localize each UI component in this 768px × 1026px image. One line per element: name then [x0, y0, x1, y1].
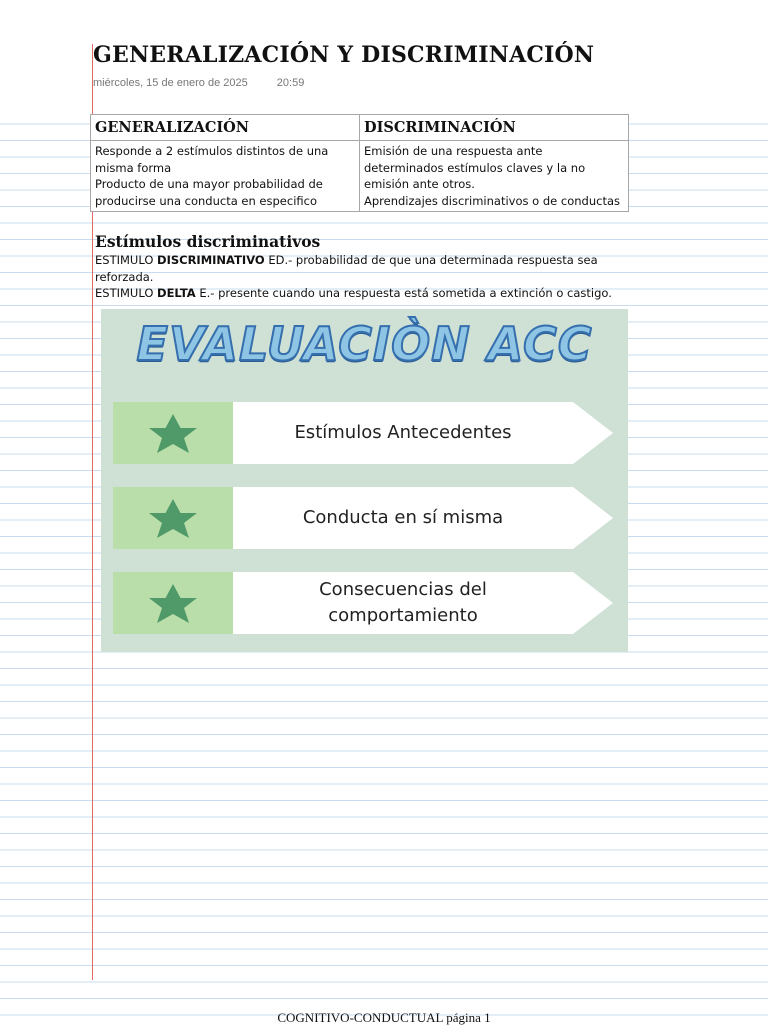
table-cell-discriminacion[interactable] [360, 141, 629, 212]
evaluacion-acc-infographic [101, 309, 628, 652]
banner-text: Consecuencias del comportamiento [319, 579, 487, 626]
page-date: miércoles, 15 de enero de 2025 [93, 77, 248, 89]
line-bold-term: DISCRIMINATIVO [157, 253, 265, 267]
cell-line: Producto de una mayor probabilidad de producirse una conducta en especifico [95, 177, 323, 208]
stimuli-section[interactable] [95, 232, 615, 302]
stimulus-discriminativo-line [95, 252, 615, 285]
cell-line: Emisión de una respuesta ante determinados estímulos claves y la no emisión ante otros. [364, 144, 586, 191]
line-definition: E.- presente cuando una respuesta está sometida a extinción o castigo. [195, 286, 612, 300]
star-box [113, 572, 233, 634]
star-icon [141, 411, 205, 455]
table-header-discriminacion[interactable]: DISCRIMINACIÓN [360, 115, 629, 141]
infographic-title: EVALUACIÒN ACC [136, 317, 593, 371]
star-icon [141, 496, 205, 540]
page-time: 20:59 [276, 77, 305, 89]
star-box [113, 487, 233, 549]
page-footer: COGNITIVO-CONDUCTUAL página 1 [277, 1010, 491, 1025]
line-prefix: ESTIMULO [95, 286, 158, 300]
page-title[interactable]: GENERALIZACIÓN Y DISCRIMINACIÓN [93, 42, 595, 68]
infographic-item [113, 572, 613, 634]
line-prefix: ESTIMULO [95, 253, 158, 267]
cell-line: Aprendizajes discriminativos o de conductas [364, 193, 620, 208]
comparison-table[interactable] [90, 114, 629, 212]
infographic-item [113, 487, 613, 549]
cell-line: Responde a 2 estímulos distintos de una misma forma [95, 144, 329, 175]
table-cell-generalizacion[interactable] [91, 141, 360, 212]
banner-text: Conducta en sí misma [302, 507, 504, 528]
table-header-generalizacion[interactable]: GENERALIZACIÓN [91, 115, 360, 141]
line-definition: ED.- probabilidad de que una determinada respuesta sea reforzada. [95, 253, 598, 284]
page-meta [93, 77, 304, 89]
star-box [113, 402, 233, 464]
table-row [91, 141, 629, 212]
section-heading: Estímulos discriminativos [95, 232, 321, 251]
infographic-item [113, 402, 613, 464]
banner-text: Estímulos Antecedentes [294, 422, 512, 443]
table-header-row [91, 115, 629, 141]
stimulus-delta-line [95, 285, 615, 302]
star-icon [141, 581, 205, 625]
line-bold-term: DELTA [157, 286, 196, 300]
